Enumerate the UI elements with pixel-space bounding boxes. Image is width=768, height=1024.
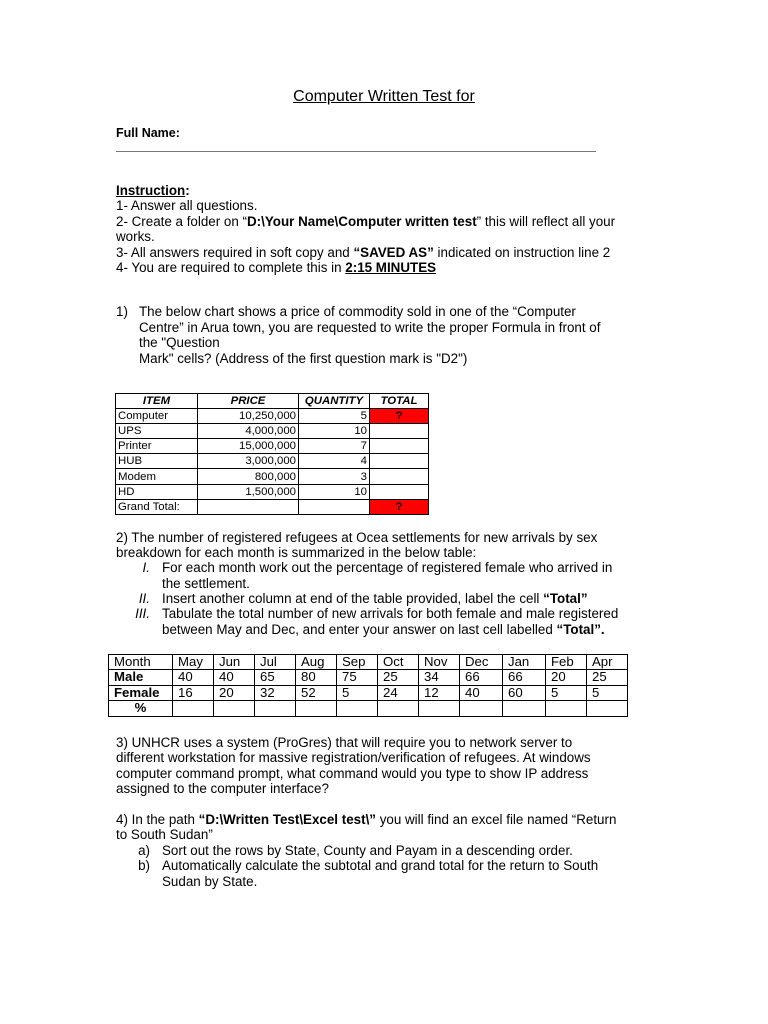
price-cell: 1,500,000 <box>198 484 299 499</box>
male-label: Male <box>109 670 173 685</box>
price-cell: 4,000,000 <box>198 424 299 439</box>
price-cell: 800,000 <box>198 469 299 484</box>
month-cell: Jul <box>255 655 296 670</box>
total-cell <box>370 484 429 499</box>
month-cell: Jan <box>503 655 546 670</box>
female-cell: 20 <box>214 685 255 700</box>
male-cell: 75 <box>337 670 378 685</box>
female-row <box>109 685 628 700</box>
female-cell: 16 <box>173 685 214 700</box>
months-row <box>109 655 628 670</box>
total-cell <box>370 454 429 469</box>
header-total: TOTAL <box>370 394 429 409</box>
month-header: Month <box>109 655 173 670</box>
quantity-cell: 7 <box>299 439 370 454</box>
q2-item-3: III. <box>135 606 150 621</box>
q3-line-4: assigned to the computer interface? <box>116 781 329 796</box>
female-cell: 24 <box>378 685 419 700</box>
table-row <box>116 484 429 499</box>
refugee-table <box>108 654 628 717</box>
q2-line-1: 2) The number of registered refugees at Ocea settlements for new arrivals by sex <box>116 530 598 545</box>
q2-item-1-line-1: For each month work out the percentage of registered female who arrived in <box>162 560 613 575</box>
q1-line-2: Centre” in Arua town, you are requested to write the proper Formula in front of <box>139 320 601 335</box>
item-cell: Printer <box>116 439 198 454</box>
empty-cell <box>173 701 214 716</box>
quantity-cell: 4 <box>299 454 370 469</box>
empty-cell <box>546 701 587 716</box>
page-title: Computer Written Test for <box>293 88 475 105</box>
female-cell: 5 <box>587 685 628 700</box>
percent-label: % <box>109 701 173 716</box>
table-row <box>116 409 429 424</box>
empty-cell <box>214 701 255 716</box>
male-cell: 66 <box>460 670 503 685</box>
q1-line-3: the "Question <box>139 335 220 350</box>
q1-line-1: The below chart shows a price of commodity sold in one of the “Computer <box>139 304 576 319</box>
female-cell: 40 <box>460 685 503 700</box>
month-cell: Dec <box>460 655 503 670</box>
female-cell: 60 <box>503 685 546 700</box>
female-cell: 32 <box>255 685 296 700</box>
q2-item-3-line-1: Tabulate the total number of new arrivals for both female and male registered <box>162 606 619 621</box>
header-quantity: QUANTITY <box>299 394 370 409</box>
empty-cell <box>198 499 299 514</box>
table-row <box>116 469 429 484</box>
instruction-line-4: 4- You are required to complete this in 2:15 MINUTES <box>116 260 437 275</box>
month-cell: Feb <box>546 655 587 670</box>
q4-item-a: a) <box>138 843 150 858</box>
price-cell: 10,250,000 <box>198 409 299 424</box>
female-label: Female <box>109 685 173 700</box>
total-cell <box>370 424 429 439</box>
instruction-heading: Instruction: <box>116 183 190 198</box>
instruction-line-1: 1- Answer all questions. <box>116 198 258 213</box>
total-cell <box>370 469 429 484</box>
quantity-cell: 5 <box>299 409 370 424</box>
month-cell: Apr <box>587 655 628 670</box>
female-cell: 5 <box>546 685 587 700</box>
q1-line-4: Mark" cells? (Address of the first question mark is "D2") <box>139 351 468 366</box>
item-cell: Computer <box>116 409 198 424</box>
male-cell: 20 <box>546 670 587 685</box>
table-row <box>116 454 429 469</box>
full-name-label: Full Name: <box>116 126 180 140</box>
month-cell: Nov <box>419 655 460 670</box>
table-row <box>116 439 429 454</box>
q2-line-2: breakdown for each month is summarized in the below table: <box>116 545 477 560</box>
male-cell: 40 <box>214 670 255 685</box>
q2-item-1-line-2: the settlement. <box>162 576 250 591</box>
male-cell: 66 <box>503 670 546 685</box>
price-table-header <box>116 394 429 409</box>
q3-line-1: 3) UNHCR uses a system (ProGres) that will require you to network server to <box>116 735 573 750</box>
item-cell: UPS <box>116 424 198 439</box>
q4-line-2: to South Sudan” <box>116 827 213 842</box>
header-item: ITEM <box>116 394 198 409</box>
q2-item-2: II. <box>138 591 150 606</box>
empty-cell <box>378 701 419 716</box>
price-table <box>115 393 429 515</box>
male-row <box>109 670 628 685</box>
price-cell: 15,000,000 <box>198 439 299 454</box>
q4-item-b-line-1: Automatically calculate the subtotal and grand total for the return to South <box>162 858 599 873</box>
month-cell: Sep <box>337 655 378 670</box>
quantity-cell: 3 <box>299 469 370 484</box>
grand-total-row <box>116 499 429 514</box>
q3-line-2: different workstation for massive registration/verification of refugees. At windows <box>116 750 591 765</box>
month-cell: May <box>173 655 214 670</box>
empty-cell <box>255 701 296 716</box>
table-row <box>116 424 429 439</box>
quantity-cell: 10 <box>299 484 370 499</box>
grand-total-question-cell: ? <box>370 499 429 514</box>
q4-item-b: b) <box>138 858 150 873</box>
male-cell: 25 <box>378 670 419 685</box>
male-cell: 25 <box>587 670 628 685</box>
q2-item-3-line-2: between May and Dec, and enter your answer on last cell labelled “Total”. <box>162 622 605 637</box>
male-cell: 65 <box>255 670 296 685</box>
instruction-line-2: 2- Create a folder on “D:\Your Name\Computer written test” this will reflect all your <box>116 214 616 229</box>
instruction-line-2-cont: works. <box>116 229 155 244</box>
female-cell: 12 <box>419 685 460 700</box>
q2-item-2-line-1: Insert another column at end of the table provided, label the cell “Total” <box>162 591 588 606</box>
empty-cell <box>419 701 460 716</box>
female-cell: 52 <box>296 685 337 700</box>
price-cell: 3,000,000 <box>198 454 299 469</box>
header-price: PRICE <box>198 394 299 409</box>
month-cell: Jun <box>214 655 255 670</box>
item-cell: Modem <box>116 469 198 484</box>
male-cell: 34 <box>419 670 460 685</box>
male-cell: 40 <box>173 670 214 685</box>
total-question-cell: ? <box>370 409 429 424</box>
item-cell: HUB <box>116 454 198 469</box>
instruction-line-3: 3- All answers required in soft copy and “SAVED AS” indicated on instruction line 2 <box>116 245 611 260</box>
month-cell: Aug <box>296 655 337 670</box>
total-cell <box>370 439 429 454</box>
q4-line-1: 4) In the path “D:\Written Test\Excel test\” you will find an excel file named “Return <box>116 812 617 827</box>
empty-cell <box>587 701 628 716</box>
q1-number: 1) <box>116 304 128 319</box>
empty-cell <box>460 701 503 716</box>
quantity-cell: 10 <box>299 424 370 439</box>
q4-item-b-line-2: Sudan by State. <box>162 874 258 889</box>
full-name-underline <box>116 151 596 152</box>
item-cell: HD <box>116 484 198 499</box>
empty-cell <box>299 499 370 514</box>
empty-cell <box>337 701 378 716</box>
q3-line-3: computer command prompt, what command would you type to show IP address <box>116 766 589 781</box>
month-cell: Oct <box>378 655 419 670</box>
male-cell: 80 <box>296 670 337 685</box>
grand-total-label: Grand Total: <box>116 499 198 514</box>
percent-row <box>109 701 628 716</box>
q4-item-a-line-1: Sort out the rows by State, County and Payam in a descending order. <box>162 843 573 858</box>
q2-item-1: I. <box>142 560 150 575</box>
empty-cell <box>296 701 337 716</box>
female-cell: 5 <box>337 685 378 700</box>
empty-cell <box>503 701 546 716</box>
